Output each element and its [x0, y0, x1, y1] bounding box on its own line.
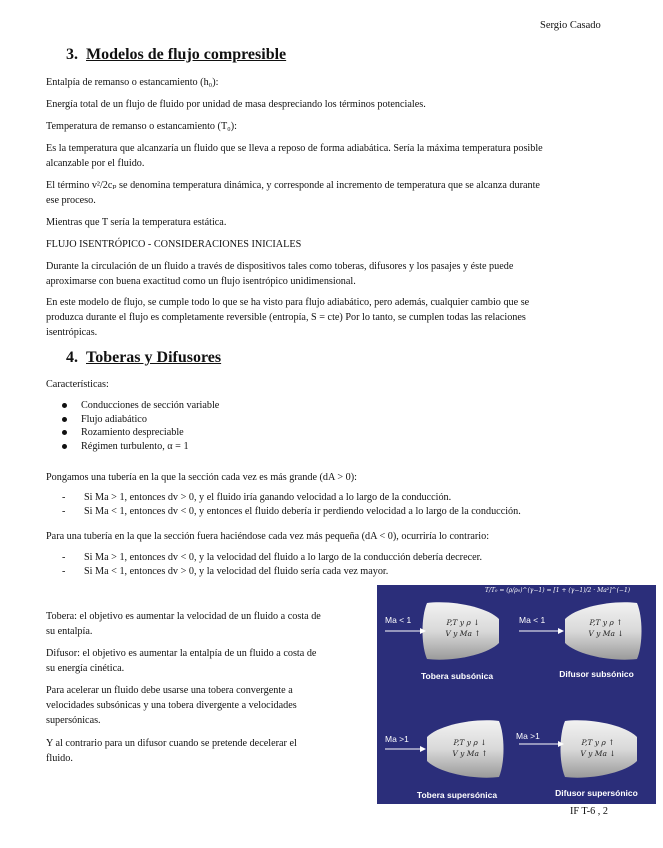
- list-item-text: Conducciones de sección variable: [81, 400, 220, 411]
- section-number: 4.: [66, 349, 78, 366]
- bullet-icon: [62, 444, 67, 449]
- paragraph: [46, 141, 618, 171]
- list-item-text: Rozamiento despreciable: [81, 427, 184, 438]
- list-item: [62, 413, 219, 427]
- left-column: [46, 683, 364, 728]
- diffuser-property-text: [569, 737, 627, 759]
- property-line: P,T y ρ ↓: [453, 738, 487, 747]
- line: Es la temperatura que alcanzaría un fluido que se lleva a reposo de forma adiabática. Sería la máxima temperatura posible: [46, 143, 543, 154]
- list-item-text: Si Ma > 1, entonces dv < 0, y la velocidad del fluido a lo largo de la conducción debería decrecer.: [84, 552, 483, 563]
- list-item: [62, 491, 622, 505]
- left-column: [46, 646, 364, 676]
- subheading: FLUJO ISENTRÓPICO - CONSIDERACIONES INICIALES: [46, 239, 302, 250]
- list-item: [62, 505, 622, 519]
- mach-label: Ma < 1: [385, 615, 412, 625]
- page-number: IF T-6 , 2: [570, 806, 608, 817]
- diffuser-property-text: [577, 617, 635, 639]
- section-3-heading: [66, 46, 286, 64]
- dash-marker: -: [62, 492, 66, 503]
- list-item-text: Si Ma > 1, entonces dv > 0, y el fluido iría ganando velocidad a lo largo de la conducción.: [84, 492, 452, 503]
- list-item-text: Si Ma < 1, entonces dv > 0, y la velocidad del fluido sería cada vez mayor.: [84, 565, 389, 577]
- paragraph: Pongamos una tubería en la que la sección cada vez es más grande (dA > 0):: [46, 472, 357, 483]
- dash-marker: -: [62, 505, 66, 517]
- left-column: [46, 609, 364, 639]
- caption-supersonic-nozzle: Tobera supersónica: [416, 790, 498, 800]
- isentropic-formula: T/T₀ = (ρ/ρ₀)^(γ−1) = [1 + (γ−1)/2 · Ma²]^(−1): [485, 587, 631, 594]
- section-4-heading: [66, 349, 221, 367]
- paragraph: [46, 295, 618, 340]
- property-line: V y Ma ↓: [588, 629, 624, 638]
- dash-list: [62, 551, 622, 578]
- section-title: Modelos de flujo compresible: [86, 46, 287, 63]
- line: ese proceso.: [46, 195, 96, 206]
- bullet-icon: [62, 430, 67, 435]
- bullet-icon: [62, 403, 67, 408]
- line: Difusor: el objetivo es aumentar la entalpía de un fluido a costa de: [46, 648, 317, 659]
- mach-label: Ma >1: [516, 731, 540, 741]
- bullet-icon: [62, 417, 67, 422]
- section-title: Toberas y Difusores: [86, 349, 222, 366]
- line: Durante la circulación de un fluido a través de dispositivos tales como toberas, difusores y los pasajes y éste puede: [46, 261, 514, 272]
- line: aproximarse con buena exactitud como un flujo isentrópico unidimensional.: [46, 276, 356, 287]
- line: isentrópicas.: [46, 327, 98, 338]
- dash-list: [62, 491, 622, 518]
- paragraph: Para una tubería en la que la sección fuera haciéndose cada vez más pequeña (dA < 0), ocurriría lo contrario:: [46, 531, 490, 542]
- paragraph: [46, 178, 618, 208]
- dash-marker: -: [62, 565, 66, 577]
- nozzle-property-text: [435, 617, 491, 639]
- property-line: P,T y ρ ↑: [581, 738, 615, 747]
- author-header: Sergio Casado: [540, 20, 601, 31]
- list-item: [62, 551, 622, 565]
- line: produzca durante el flujo es completamente reversible (entropía, S = cte) Por lo tanto, se cumplen todas las relaciones: [46, 312, 526, 323]
- line: fluido.: [46, 753, 73, 764]
- caption-supersonic-diffuser: Difusor supersónico: [555, 788, 638, 798]
- paragraph: Energía total de un flujo de fluido por unidad de masa despreciando los términos potenciales.: [46, 99, 426, 110]
- paragraph: [46, 259, 618, 289]
- line: Para acelerar un fluido debe usarse una tobera convergente a: [46, 685, 293, 696]
- caption-subsonic-diffuser: Difusor subsónico: [559, 669, 634, 679]
- line: supersónicas.: [46, 715, 101, 726]
- list-item-text: Si Ma < 1, entonces dv < 0, y entonces el fluido debería ir perdiendo velocidad a lo largo de la conducción.: [84, 505, 521, 517]
- property-line: V y Ma ↑: [445, 629, 481, 638]
- property-line: V y Ma ↓: [580, 749, 616, 758]
- section-number: 3.: [66, 46, 78, 63]
- line: velocidades subsónicas y una tobera divergente a velocidades: [46, 700, 297, 711]
- paragraph: Características:: [46, 379, 109, 390]
- list-item-text: Flujo adiabático: [81, 413, 147, 425]
- mach-label: Ma < 1: [519, 615, 546, 625]
- nozzle-diffuser-figure: [377, 585, 656, 804]
- line: su entalpía.: [46, 626, 93, 637]
- caption-subsonic-nozzle: Tobera subsónica: [420, 671, 494, 681]
- mach-label: Ma >1: [385, 734, 409, 744]
- list-item: [62, 565, 622, 579]
- nozzle-property-text: [441, 737, 499, 759]
- bullet-list: [62, 399, 219, 453]
- paragraph: Temperatura de remanso o estancamiento (T₀):: [46, 121, 237, 132]
- property-line: P,T y ρ ↓: [446, 618, 480, 627]
- paragraph: Mientras que T sería la temperatura estática.: [46, 217, 227, 228]
- list-item: [62, 426, 219, 440]
- line: alcanzable por el fluido.: [46, 158, 145, 169]
- list-item-text: Régimen turbulento, α = 1: [81, 440, 189, 452]
- line: Tobera: el objetivo es aumentar la velocidad de un fluido a costa de: [46, 611, 321, 622]
- property-line: P,T y ρ ↑: [589, 618, 623, 627]
- left-column: [46, 736, 364, 766]
- property-line: V y Ma ↑: [452, 749, 488, 758]
- line: Y al contrario para un difusor cuando se pretende decelerar el: [46, 738, 297, 749]
- paragraph: Entalpía de remanso o estancamiento (h₀):: [46, 77, 219, 88]
- list-item: [62, 399, 219, 413]
- line: En este modelo de flujo, se cumple todo lo que se ha visto para flujo adiabático, pero además, cualquier cambio que se: [46, 297, 530, 308]
- line: su energía cinética.: [46, 663, 125, 674]
- dash-marker: -: [62, 552, 66, 563]
- list-item: [62, 440, 219, 454]
- line: El término v²/2cₚ se denomina temperatura dinámica, y corresponde al incremento de temperatura que se alcanza durante: [46, 180, 540, 191]
